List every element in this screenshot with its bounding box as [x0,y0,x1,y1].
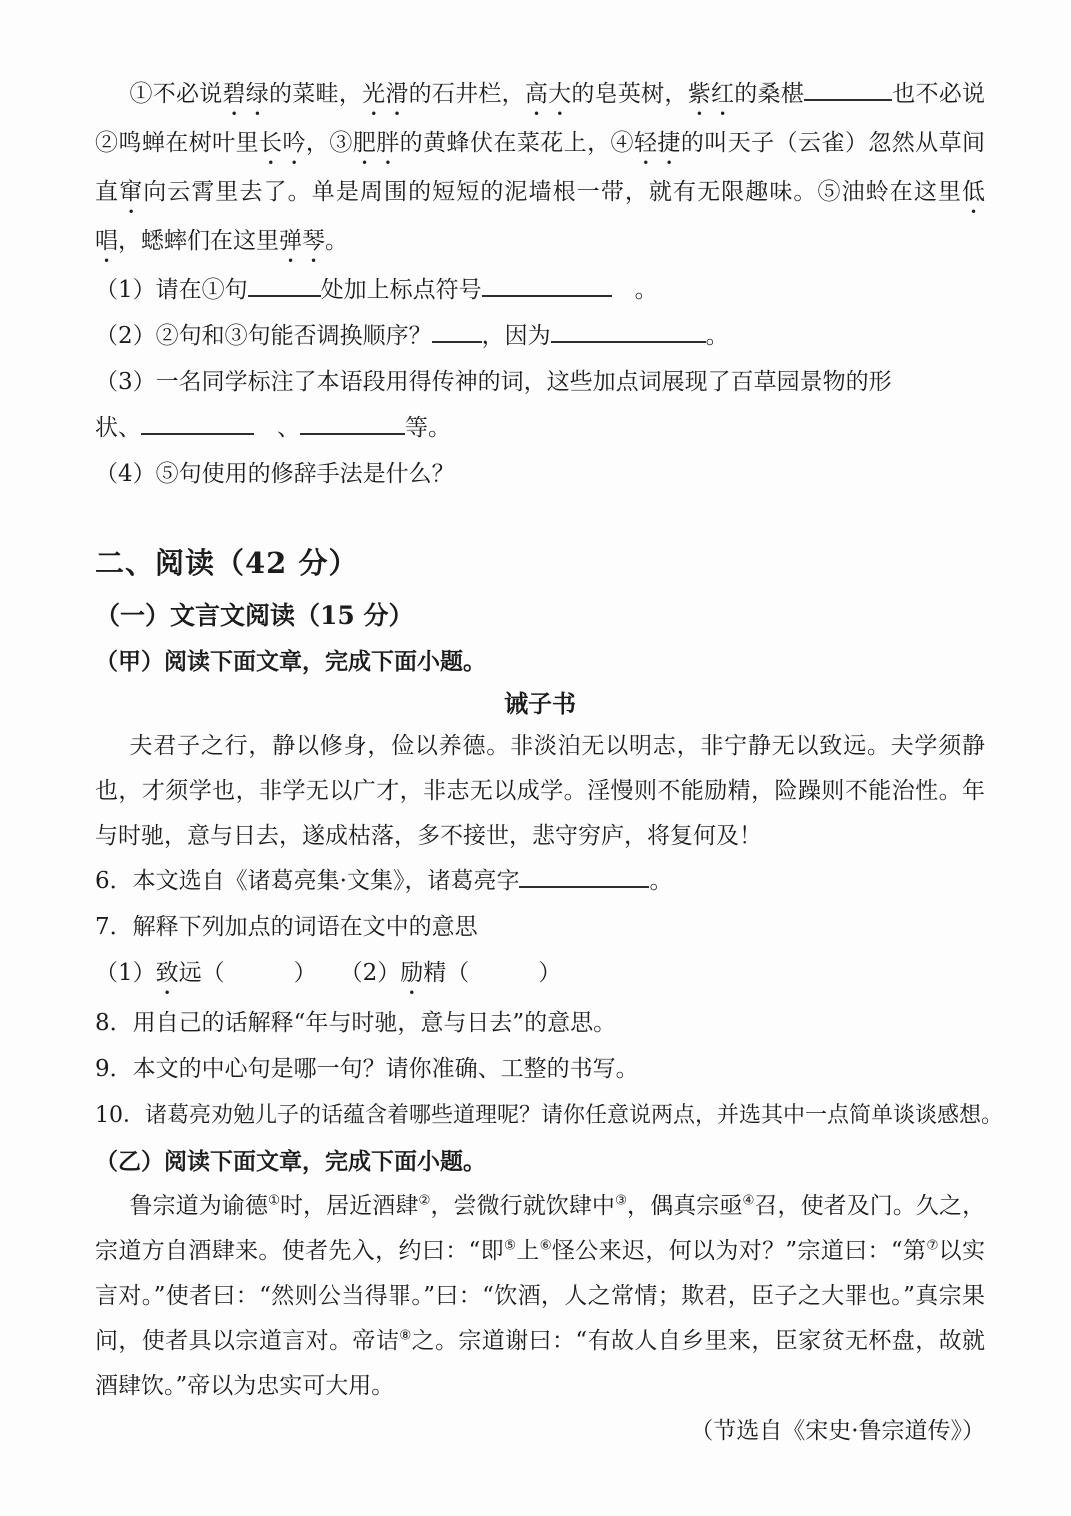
footnote-ref: ⑤ [504,1238,517,1254]
passage-luzongdao: 鲁宗道为谕德①时，居近酒肆②，尝微行就饮肆中③，偶真宗亟④召，使者及门。久之，宗道方自酒肆来。使者先入，约曰：“即⑤上⑥怪公来迟，何以为对？”宗道曰：“第⑦以实言对。”使者曰：“然则公当得罪。”曰：“饮酒，人之常情；欺君，臣子之大罪也。”真宗果问，使者具以宗道言对。帝诘⑧之。宗道谢曰：“有故人自乡里来，臣家贫无杯盘，故就酒肆饮。”帝以为忠实可大用。 [95,1193,986,1399]
question-3-line1: （3）一名同学标注了本语段用得传神的词，这些加点词展现了百草园景物的形 [95,369,892,395]
emphasized-word: 光滑 [362,81,409,107]
emphasized-word: 碧绿 [222,81,270,107]
footnote-ref: ⑥ [539,1238,552,1254]
emphasized-word: 弹琴 [279,228,325,254]
footnote-ref: ⑦ [926,1238,939,1254]
footnote-ref: ④ [742,1193,755,1209]
question-9: 9．本文的中心句是哪一句？请你准确、工整的书写。 [95,1056,639,1082]
blank-underline [804,79,892,101]
section-heading-reading: 二、阅读（42 分） [95,546,359,580]
question-6: 6．本文选自《诸葛亮集·文集》，诸葛亮字 。 [95,868,673,894]
emphasized-word: 高大 [524,81,572,107]
blank-underline [141,413,254,435]
footnote-ref: ⑧ [399,1328,412,1344]
footnote-ref: ② [418,1193,431,1209]
emphasized-word: 长吟 [259,130,306,156]
passage-jiezishu: 夫君子之行，静以修身，俭以养德。非淡泊无以明志，非宁静无以致远。夫学须静也，才须学也，非学无以广才，非志无以成学。淫慢则不能励精，险躁则不能治性。年与时驰，意与日去，遂成枯落，多不接世，悲守穷庐，将复何及！ [95,733,985,849]
question-7: 7．解释下列加点的词语在文中的意思 [95,914,478,940]
emphasized-word: 窜 [119,179,144,205]
emphasized-word: 励 [400,960,424,986]
blank-underline [300,413,405,435]
question-1: （1）请在①句 处加上标点符号 。 [95,277,658,303]
passage-baicaoyuan: ①不必说碧绿的菜畦，光滑的石井栏，高大的皂英树，紫红的桑椹 也不必说②鸣蝉在树叶里长吟，③肥胖的黄蜂伏在菜花上，④轻捷的叫天子（云雀）忽然从草间直窜向云霄里去了。单是周围的短短的泥墙根一带，就有无限趣味。⑤油蛉在这里低唱，蟋蟀们在这里弹琴。 [95,81,986,254]
footnote-ref: ① [267,1193,280,1209]
question-3-line2: 状、 、 等。 [95,415,451,441]
blank-underline [519,866,649,888]
attribution-source: （节选自《宋史·鲁宗道传》） [690,1418,985,1444]
jia-instruction: （甲）阅读下面文章，完成下面小题。 [95,648,486,675]
question-7-subitems: （1）致远（ ） （2）励精（ ） [95,960,562,986]
question-2: （2）②句和③句能否调换顺序？ ，因为 。 [95,323,729,349]
subsection-heading-wenyanwen: （一）文言文阅读（15 分） [95,601,414,630]
blank-underline [482,275,612,297]
yi-instruction: （乙）阅读下面文章，完成下面小题。 [95,1148,486,1175]
emphasized-word: 低唱 [95,179,986,254]
blank-underline [551,321,706,343]
essay-title-jiezishu: 诫子书 [504,689,576,718]
question-8: 8．用自己的话解释“年与时驰，意与日去”的意思。 [95,1010,617,1036]
emphasized-word: 致 [155,960,179,986]
question-4: （4）⑤句使用的修辞手法是什么？ [95,461,455,487]
footnote-ref: ③ [615,1193,628,1209]
emphasized-word: 紫红 [687,81,735,107]
blank-underline [432,321,482,343]
emphasized-word: 肥胖 [352,130,400,156]
blank-underline [248,275,321,297]
emphasized-word: 轻捷 [633,130,681,156]
question-10: 10．诸葛亮劝勉儿子的话蕴含着哪些道理呢？请你任意说两点，并选其中一点简单谈谈感想。 [95,1103,1003,1128]
